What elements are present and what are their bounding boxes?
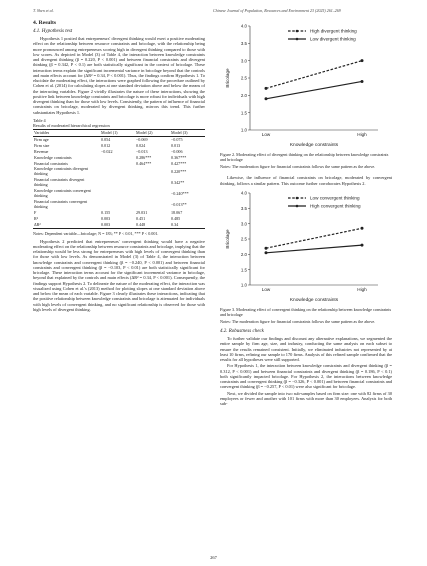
y-tick-label: 3.0 xyxy=(240,58,247,64)
legend-marker xyxy=(296,204,299,207)
y-tick-label: 1.5 xyxy=(240,110,247,116)
table-cell xyxy=(135,177,170,188)
figure-2-chart xyxy=(220,20,392,150)
table-cell xyxy=(135,166,170,177)
table-header-row xyxy=(33,129,205,136)
table-cell: 0.342** xyxy=(171,179,185,185)
table-cell: Firm age xyxy=(34,137,49,143)
table-cell: Financial constraints xyxy=(34,160,68,166)
table-note: Notes: Dependent variable—bricolage; N = 183; ** P < 0.01, *** P < 0.001. xyxy=(33,230,159,236)
paragraph-robustness-firm-size: Next, we divided the sample into two sub-samples based on firm size: one with 82 firms of 30 employees or fewer and another with 101 firms with more than 30 employees. Analysis for both sub- xyxy=(220,390,392,407)
data-point xyxy=(361,59,364,62)
legend-marker xyxy=(296,38,299,41)
table-cell: −0.075 xyxy=(171,137,183,143)
y-tick-label: 1.0 xyxy=(240,282,247,288)
table-cell: Knowledge constraints divergent thinking xyxy=(34,166,89,177)
table-row xyxy=(33,199,205,210)
table-cell: 0.012 xyxy=(101,142,111,148)
y-axis-title: Bricolage xyxy=(225,68,230,88)
table-row xyxy=(33,177,205,188)
table-cell: −0.006 xyxy=(171,148,183,154)
table-header-cell: Variables xyxy=(34,130,50,136)
table-cell xyxy=(135,199,170,210)
x-tick-label: High xyxy=(357,132,367,137)
x-tick-label: Low xyxy=(261,286,271,292)
table-cell: Financial constraints convergent thinking xyxy=(34,199,88,210)
table-cell: 0.003 xyxy=(101,216,111,222)
table-cell: −0.022 xyxy=(101,148,113,154)
data-point xyxy=(265,251,268,254)
table-cell: 0.464*** xyxy=(136,160,152,166)
table-cell: 0.286*** xyxy=(136,154,152,160)
table-cell: 0.427*** xyxy=(171,160,187,166)
y-tick-label: 3.0 xyxy=(240,221,247,227)
y-tick-label: 4.0 xyxy=(240,190,247,196)
paragraph-robustness-intro: To further validate our findings and discount any alternative explanations, we segmented the entire sample by firm age, size, and industry, conducting the same analysis on each subset to ensure the results remained consistent. Initially, we eliminated industries not represented by at least 10 firms, refining our sample to 170 firms. Analysis of this refined sample confirmed that the results for all hypotheses were still supported. xyxy=(220,336,392,363)
table-cell: 0.448 xyxy=(136,222,146,228)
table-cell: 0.003 xyxy=(101,222,111,228)
data-point xyxy=(361,80,364,83)
x-axis-title: Knowledge constraints xyxy=(289,143,339,148)
table-cell: Firm size xyxy=(34,142,50,148)
y-tick-label: 3.5 xyxy=(240,40,247,46)
y-axis-title: Bricolage xyxy=(225,229,230,249)
paragraph-robustness-hypotheses: For Hypothesis 1, the interaction between knowledge constraints and divergent thinking (β = 0.312, P < 0.001) and between financial constraints and divergent thinking (β = 0.186, P < 0.1) both significantly impacted bricolage. For Hypothesis 2, the interactions between knowledge constraints and convergent thinking (β = −0.326, P < 0.001) and between financial constraints and convergent thinking (β = −0.257, P < 0.01) were also significant for bricolage. xyxy=(220,363,392,390)
x-tick-label: Low xyxy=(261,132,271,137)
table-cell xyxy=(100,166,135,177)
table-header-cell: Model (1) xyxy=(101,130,118,136)
data-point xyxy=(361,243,364,246)
table-cell: 0.013 xyxy=(171,142,181,148)
subsection-heading-hypothesis-test: 4.1. Hypothesis test xyxy=(33,29,73,34)
table-cell: Revenue xyxy=(34,148,49,154)
table-cell: 0.34 xyxy=(171,222,179,228)
right-column xyxy=(220,20,392,407)
series-line xyxy=(266,245,362,253)
y-tick-label: 2.0 xyxy=(240,92,247,98)
legend-marker xyxy=(296,196,299,199)
table-cell: 0.367*** xyxy=(171,154,187,160)
table-cell: 0.485 xyxy=(171,216,181,222)
table-cell: 18.067 xyxy=(171,210,183,216)
table-cell: R² xyxy=(34,216,38,222)
legend-marker xyxy=(296,30,299,33)
table-cell: Knowledge constraints xyxy=(34,154,72,160)
table-cell xyxy=(100,199,135,210)
table-4-title: Results of moderated hierarchical regression xyxy=(33,122,110,128)
table-cell: −0.013 xyxy=(136,148,148,154)
table-cell: 0.024 xyxy=(136,142,146,148)
table-cell: ΔR² xyxy=(34,222,41,228)
table-cell: 0.054 xyxy=(101,137,111,143)
y-tick-label: 4.0 xyxy=(240,23,247,29)
y-tick-label: 2.5 xyxy=(240,75,247,81)
table-cell: −0.069 xyxy=(136,137,148,143)
y-tick-label: 1.5 xyxy=(240,267,247,273)
section-heading-results: 4. Results xyxy=(33,20,56,26)
figure-3-chart xyxy=(220,187,392,305)
paragraph-financial-constraints: Likewise, the influence of financial constraints on bricolage, moderated by convergent thinking, follows a similar pattern. This outcome further corroborates Hypothesis 2. xyxy=(220,175,392,186)
table-cell: 0.451 xyxy=(136,216,146,222)
regression-table xyxy=(33,129,205,229)
figure-2-caption: Figure 2. Moderating effect of divergent thinking on the relationship between knowledge constraints and bricolage xyxy=(220,152,389,163)
y-tick-label: 1.0 xyxy=(240,127,247,133)
table-cell: F xyxy=(34,210,37,216)
table-cell xyxy=(100,177,135,188)
legend-label: High convergent thinking xyxy=(310,203,361,209)
table-row xyxy=(33,188,205,199)
legend-label: High divergent thinking xyxy=(310,28,357,34)
table-cell: 29.031 xyxy=(136,210,148,216)
x-axis-title: Knowledge constraints xyxy=(289,297,339,303)
data-point xyxy=(265,87,268,90)
legend-label: Low divergent thinking xyxy=(310,36,356,42)
x-tick-label: High xyxy=(357,286,367,292)
data-point xyxy=(265,246,268,249)
table-cell xyxy=(100,188,135,199)
table-header-cell: Model (3) xyxy=(171,130,188,136)
table-row xyxy=(33,166,205,177)
y-tick-label: 2.0 xyxy=(240,251,247,257)
y-tick-label: 3.5 xyxy=(240,205,247,211)
series-line xyxy=(266,228,362,248)
data-point xyxy=(265,97,268,100)
table-row xyxy=(33,222,205,228)
running-header-journal: Chinese Journal of Population, Resources and Environment 23 (2025) 261–269 xyxy=(213,8,341,13)
running-header-authors: T. Shen et al. xyxy=(33,8,54,13)
table-cell: Financial constraints divergent thinking xyxy=(34,177,85,188)
table-cell: −0.240*** xyxy=(171,190,189,196)
data-point xyxy=(361,227,364,230)
left-column xyxy=(33,20,205,313)
table-cell: 0.220*** xyxy=(171,168,187,174)
subsection-heading-robustness: 4.2. Robustness check xyxy=(220,329,264,335)
table-header-cell: Model (2) xyxy=(136,130,153,136)
page-number: 267 xyxy=(210,555,217,560)
table-cell xyxy=(135,188,170,199)
table-4-label: Table 4 xyxy=(33,117,46,123)
figure-3-caption: Figure 3. Moderating effect of convergent thinking on the relationship between knowledge constraints and bricolage xyxy=(220,306,392,317)
paragraph-hypothesis-1: Hypothesis 1 posited that entrepreneurs' divergent thinking would exert a positive moderating effect on the relationship between resource constraints and bricolage, with the relationship being more pronounced among entrepreneurs scoring high in divergent thinking compared to those with low scores. As depicted in Model (3) of Table 4, the interaction between knowledge constraints and divergent thinking (β = 0.220, P < 0.001) and between financial constraints and divergent thinking (β = 0.342, P < 0.1) are both statistically significant in the context of bricolage. These interaction terms explain the significant incremental variance in bricolage beyond that the controls and main effects account for (ΔR² = 0.34, P < 0.001). Thus, the findings confirm Hypothesis 1. To elucidate the moderating effect, the interactions were graphed following the procedure outlined by Cohen et al. (2014) for calculating slopes at one standard deviation above and below the means of the interacting variables. Figure 2 vividly illustrates the nature of these interactions, showing the positive link between knowledge constraints and bricolage is more robust for individuals with high divergent thinking than for those with low levels. Consistently, the pattern of influence of financial constraints on bricolage, moderated by divergent thinking, mirrors this trend. This further substantiates Hypothesis 1. xyxy=(33,36,205,115)
table-cell: 0.155 xyxy=(101,210,111,216)
table-cell: −0.013** xyxy=(171,201,187,207)
figure-2-note: Notes: The moderation figure for financial constraints follows the same pattern as the above. xyxy=(220,164,376,170)
legend-label: Low convergent thinking xyxy=(310,195,360,201)
table-4-caption xyxy=(33,118,205,128)
y-tick-label: 2.5 xyxy=(240,236,247,242)
figure-3-note: Notes: The moderation figure for financial constraints follows the same pattern as the above. xyxy=(220,318,376,324)
paragraph-hypothesis-2: Hypothesis 2 predicted that entrepreneurs' convergent thinking would have a negative moderating effect on the relationship between resource constraints and bricolage, implying that the relationship would be less strong for entrepreneurs with high levels of convergent thinking than for those with low levels. As demonstrated in Model (3) of Table 4, the interaction between knowledge constraints and convergent thinking (β = −0.240, P < 0.001) and between financial constraints and convergent thinking (β = −0.103, P < 0.01) are both statistically significant for bricolage. These interaction terms account for the significant incremental variance in bricolage, beyond that explained by the controls and main effects (ΔR² = 0.34, P < 0.001). Consequently, the findings support Hypothesis 2. To delineate the nature of the moderating effect, the interaction was visualized using Cohen et al.'s (2013) method for plotting slopes at one standard deviation above and below the mean of each variable. Figure 3 clearly illustrates these interactions, indicating that the positive relationship between knowledge constraints and bricolage is attenuated for individuals with high levels of convergent thinking, and no significant relationship is observed for those with high levels of divergent thinking. xyxy=(33,238,205,312)
table-cell: Knowledge constraints convergent thinking xyxy=(34,188,91,199)
